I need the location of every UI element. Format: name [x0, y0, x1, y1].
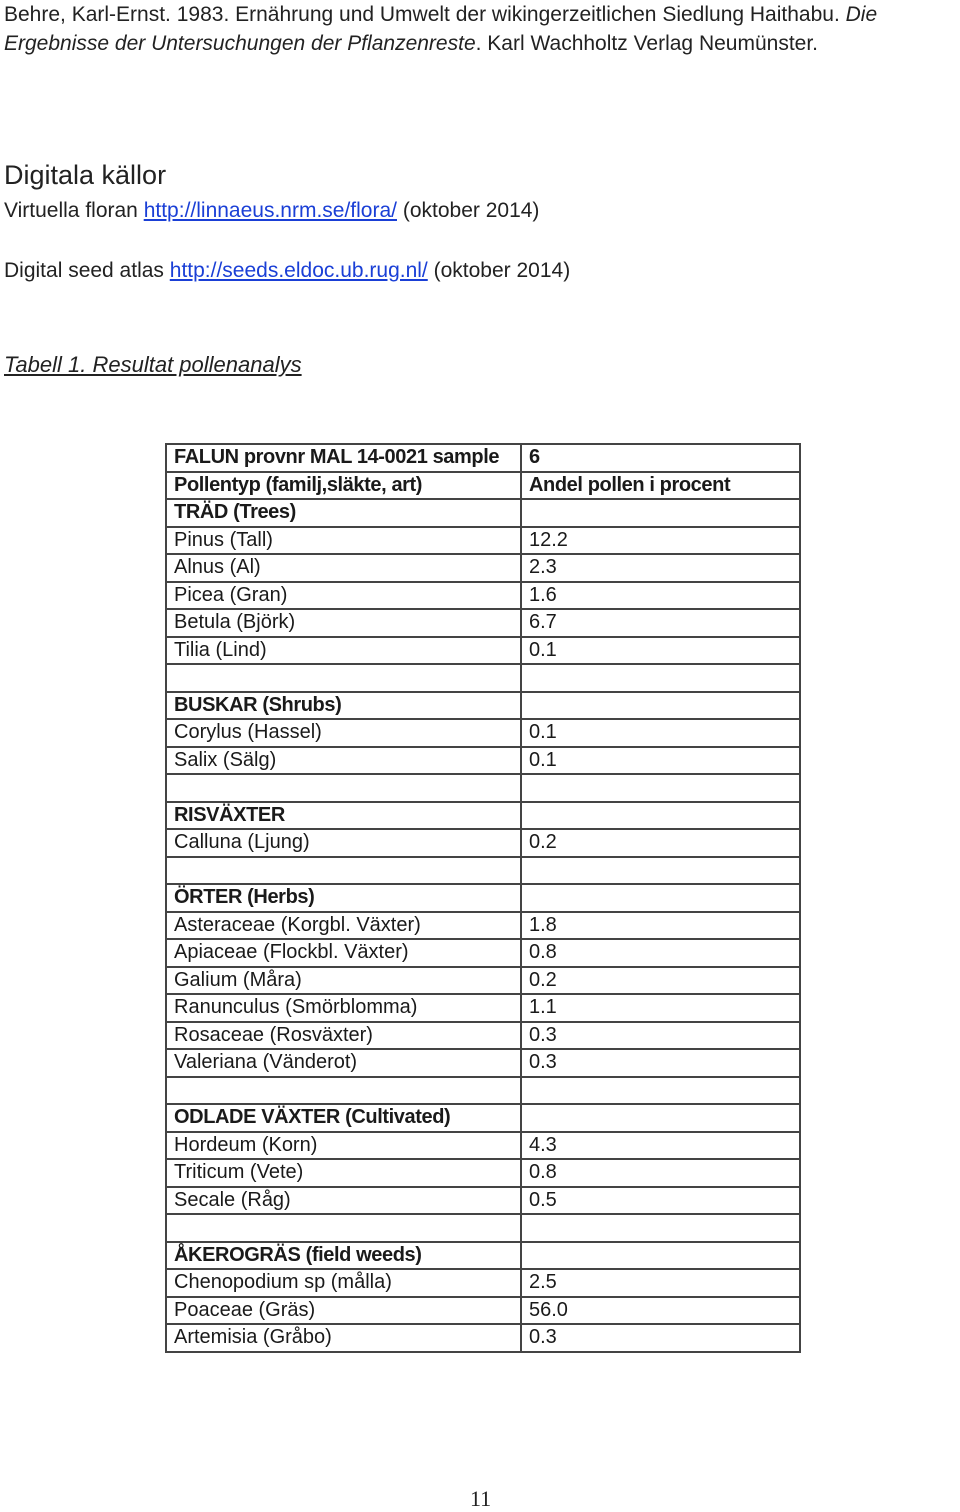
table-row — [166, 1269, 800, 1297]
table-row — [166, 1242, 800, 1270]
pollen-percent-cell: 56.0 — [521, 1297, 800, 1325]
reference-text: Behre, Karl-Ernst. 1983. Ernährung und Umwelt der wikingerzeitlichen Siedlung Haithabu. — [4, 3, 846, 26]
pollen-percent-cell: 0.8 — [521, 1159, 800, 1187]
pollen-type-cell: Galium (Måra) — [166, 967, 521, 995]
pollen-percent-cell: 0.1 — [521, 637, 800, 665]
pollen-type-cell: Calluna (Ljung) — [166, 829, 521, 857]
pollen-table-body — [166, 444, 800, 1352]
table-row — [166, 912, 800, 940]
pollen-type-cell: TRÄD (Trees) — [166, 499, 521, 527]
table-row — [166, 1132, 800, 1160]
table-row — [166, 609, 800, 637]
source-entry — [4, 259, 570, 283]
pollen-type-cell: Valeriana (Vänderot) — [166, 1049, 521, 1077]
pollen-percent-cell: 6 — [521, 444, 800, 472]
table-row — [166, 1104, 800, 1132]
table-row — [166, 499, 800, 527]
pollen-type-cell: Artemisia (Gråbo) — [166, 1324, 521, 1352]
pollen-type-cell: ODLADE VÄXTER (Cultivated) — [166, 1104, 521, 1132]
pollen-percent-cell: Andel pollen i procent — [521, 472, 800, 500]
table-row — [166, 829, 800, 857]
pollen-type-cell — [166, 664, 521, 692]
pollen-percent-cell: 0.2 — [521, 829, 800, 857]
pollen-percent-cell: 0.1 — [521, 747, 800, 775]
reference-title: Die Ergebnisse der Untersuchungen der Pflanzenreste — [4, 3, 878, 55]
pollen-percent-cell: 1.8 — [521, 912, 800, 940]
source-name: Digital seed atlas — [4, 259, 170, 282]
pollen-percent-cell: 0.3 — [521, 1022, 800, 1050]
pollen-type-cell: RISVÄXTER — [166, 802, 521, 830]
table-row — [166, 1324, 800, 1352]
pollen-percent-cell — [521, 1077, 800, 1105]
table-row — [166, 582, 800, 610]
pollen-percent-cell: 2.5 — [521, 1269, 800, 1297]
pollen-percent-cell — [521, 857, 800, 885]
pollen-percent-cell: 0.1 — [521, 719, 800, 747]
source-entry — [4, 199, 539, 223]
table-row — [166, 802, 800, 830]
pollen-type-cell: Pinus (Tall) — [166, 527, 521, 555]
table-row — [166, 857, 800, 885]
table-row — [166, 1049, 800, 1077]
pollen-percent-cell: 4.3 — [521, 1132, 800, 1160]
pollen-type-cell: Betula (Björk) — [166, 609, 521, 637]
pollen-type-cell — [166, 1214, 521, 1242]
table-row — [166, 939, 800, 967]
pollen-type-cell: FALUN provnr MAL 14-0021 sample — [166, 444, 521, 472]
table-row — [166, 444, 800, 472]
digital-sources-heading: Digitala källor — [4, 160, 167, 190]
pollen-type-cell: Chenopodium sp (målla) — [166, 1269, 521, 1297]
pollen-type-cell: Pollentyp (familj,släkte, art) — [166, 472, 521, 500]
pollen-type-cell — [166, 1077, 521, 1105]
pollen-type-cell: Picea (Gran) — [166, 582, 521, 610]
pollen-type-cell: Hordeum (Korn) — [166, 1132, 521, 1160]
pollen-type-cell: Poaceae (Gräs) — [166, 1297, 521, 1325]
source-name: Virtuella floran — [4, 199, 144, 222]
table-row — [166, 967, 800, 995]
table-row — [166, 1214, 800, 1242]
pollen-percent-cell: 0.3 — [521, 1049, 800, 1077]
pollen-percent-cell — [521, 774, 800, 802]
pollen-percent-cell: 6.7 — [521, 609, 800, 637]
pollen-percent-cell — [521, 802, 800, 830]
pollen-percent-cell: 0.8 — [521, 939, 800, 967]
pollen-type-cell — [166, 857, 521, 885]
table-caption: Tabell 1. Resultat pollenanalys — [4, 352, 302, 377]
pollen-type-cell: Apiaceae (Flockbl. Växter) — [166, 939, 521, 967]
table-row — [166, 1187, 800, 1215]
source-date: (oktober 2014) — [427, 259, 571, 282]
pollen-type-cell: Triticum (Vete) — [166, 1159, 521, 1187]
pollen-type-cell: Secale (Råg) — [166, 1187, 521, 1215]
pollen-type-cell — [166, 774, 521, 802]
pollen-percent-cell: 12.2 — [521, 527, 800, 555]
table-row — [166, 884, 800, 912]
pollen-percent-cell — [521, 884, 800, 912]
pollen-type-cell: Tilia (Lind) — [166, 637, 521, 665]
table-row — [166, 554, 800, 582]
pollen-percent-cell: 0.5 — [521, 1187, 800, 1215]
pollen-percent-cell: 2.3 — [521, 554, 800, 582]
table-row — [166, 472, 800, 500]
table-row — [166, 719, 800, 747]
pollen-percent-cell — [521, 664, 800, 692]
pollen-percent-cell — [521, 1104, 800, 1132]
table-row — [166, 1077, 800, 1105]
pollen-type-cell: Alnus (Al) — [166, 554, 521, 582]
pollen-type-cell: Asteraceae (Korgbl. Växter) — [166, 912, 521, 940]
source-link[interactable]: http://seeds.eldoc.ub.rug.nl/ — [169, 259, 428, 282]
pollen-type-cell: Corylus (Hassel) — [166, 719, 521, 747]
table-row — [166, 527, 800, 555]
table-row — [166, 994, 800, 1022]
pollen-percent-cell: 0.2 — [521, 967, 800, 995]
pollen-percent-cell — [521, 692, 800, 720]
pollen-type-cell: BUSKAR (Shrubs) — [166, 692, 521, 720]
pollen-percent-cell — [521, 1214, 800, 1242]
table-row — [166, 1022, 800, 1050]
page-number: 11 — [470, 1486, 492, 1511]
table-row — [166, 774, 800, 802]
table-row — [166, 1297, 800, 1325]
pollen-percent-cell: 1.1 — [521, 994, 800, 1022]
table-row — [166, 637, 800, 665]
pollen-percent-cell: 0.3 — [521, 1324, 800, 1352]
pollen-table — [165, 443, 801, 1353]
table-row — [166, 1159, 800, 1187]
source-link[interactable]: http://linnaeus.nrm.se/flora/ — [143, 199, 397, 222]
pollen-percent-cell: 1.6 — [521, 582, 800, 610]
pollen-type-cell: Ranunculus (Smörblomma) — [166, 994, 521, 1022]
pollen-type-cell: ÅKEROGRÄS (field weeds) — [166, 1242, 521, 1270]
reference-publisher: . Karl Wachholtz Verlag Neumünster. — [475, 32, 819, 55]
pollen-type-cell: Salix (Sälg) — [166, 747, 521, 775]
table-row — [166, 747, 800, 775]
pollen-type-cell: Rosaceae (Rosväxter) — [166, 1022, 521, 1050]
pollen-type-cell: ÖRTER (Herbs) — [166, 884, 521, 912]
bibliography-entry — [4, 0, 956, 58]
table-row — [166, 664, 800, 692]
table-row — [166, 692, 800, 720]
pollen-percent-cell — [521, 1242, 800, 1270]
pollen-percent-cell — [521, 499, 800, 527]
source-date: (oktober 2014) — [397, 199, 540, 222]
